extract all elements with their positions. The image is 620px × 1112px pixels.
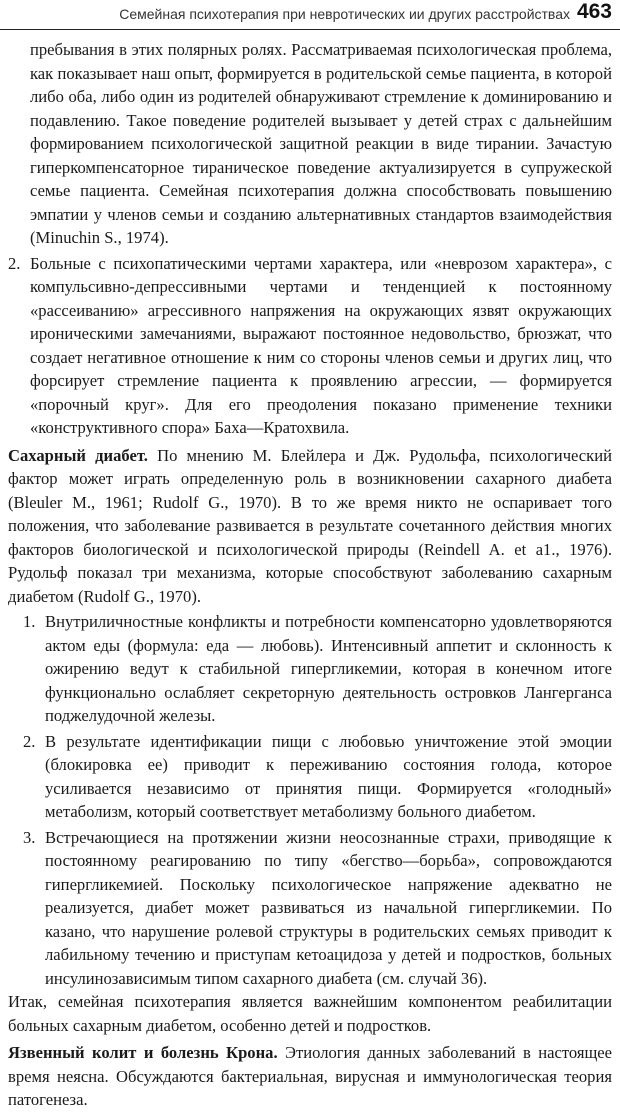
list-number: 3. <box>23 827 36 847</box>
list-item-text: Внутриличностные конфликты и потребности компенсаторно удовлетворяются актом еды (формула: еда — любовь). Интенсивный аппетит и склонность к ожирению ведут к стабильной гипергликемии, которая в конечном итоге функционально ослабляет секреторную деятельность островков Лангерганса поджелудочной железы. <box>45 612 612 725</box>
list-item <box>8 252 612 440</box>
section-text: Этиология данных заболеваний в настоящее время неясна. Обсуждаются бактериальная, вирусная и иммунологическая теория патогенеза. <box>8 1043 612 1109</box>
list-item-text: В результате идентификации пищи с любовью уничтожение этой эмоции (блокировка ее) приводит к переживанию состояния голода, которое усиливается независимо от принятия пищи. Формируется «голодный» метаболизм, который соответствует метаболизму больного диабетом. <box>45 731 612 821</box>
list-item <box>23 730 612 824</box>
paragraph: Итак, семейная психотерапия является важнейшим компонентом реабилитации больных сахарным диабетом, особенно детей и подростков. <box>8 992 612 1035</box>
numbered-list <box>8 610 612 990</box>
list-item-text: Встречающиеся на протяжении жизни неосознанные страхи, приводящие к постоянному реагированию по типу «бегство—борьба», сопровождаются гипергликемией. Поскольку психологическое напряжение адекватно не реализуется, диабет может развиваться из начальной гипергликемии. По казано, что нарушение ролевой структуры в родительских семьях приводит к лабильному течению и приступам кетоацидоза у детей и подростков, больных инсулинозависимым типом сахарного диабета (см. случай 36). <box>45 827 612 988</box>
running-title: Семейная психотерапия при невротических ии других расстройствах <box>119 6 570 22</box>
list-number: 1. <box>23 612 36 631</box>
list-item-continuation <box>8 38 612 250</box>
list-item <box>23 826 612 991</box>
list-number: 2. <box>23 731 36 751</box>
page-number: 463 <box>576 0 612 23</box>
paragraph <box>8 444 612 609</box>
paragraph: пребывания в этих полярных ролях. Рассматриваемая психологическая проблема, как показывает наш опыт, формируется в родительской семье пациента, в которой либо оба, либо один из родителей обнаруживают стремление к доминированию и подавлению. Такое поведение родителей вызывает у детей страх с дальнейшим формированием психологической защитной реакции в виде тирании. Зачастую гиперкомпенсаторное тираническое поведение актуализируется в супружеской семье пациента. Семейная психотерапия должна способствовать повышению эмпатии у членов семьи и созданию альтернативных стандартов взаимодействия (Minuchin S., 1974). <box>30 40 612 247</box>
page-body <box>8 38 612 1112</box>
section-diabetes <box>8 444 612 1038</box>
paragraph <box>8 1041 612 1112</box>
section-heading: Сахарный диабет. <box>8 445 148 465</box>
running-header <box>0 0 620 30</box>
list-item <box>23 610 612 728</box>
list-item-text: Больные с психопатическими чертами характера, или «неврозом характера», с компульсивно-депрессивными чертами и тенденцией к постоянному «рассеиванию» агрессивного напряжения на окружающих язвят окружающих ироническими замечаниями, выражают постоянное недовольство, брюзжат, что создает негативное отношение к ним со стороны членов семьи и других лиц, что форсирует стремление пациента к проявлению агрессии, — формируется «порочный круг». Для его преодоления показано применение техники «конструктивного спора» Баха—Кратохвила. <box>30 253 612 437</box>
list-number: 2. <box>8 253 21 273</box>
section-intro: По мнению М. Блейлера и Дж. Рудольфа, психологический фактор может играть определенную роль в возникновении сахарного диабета (Bleuler M., 1961; Rudolf G., 1970). В то же время никто не оспаривает того положения, что заболевание развивается в результате сочетанного действия многих факторов биологической и психологической природы (Reindell A. et a1., 1976). Рудольф показал три механизма, которые способствуют заболеванию сахарным диабетом (Rudolf G., 1970). <box>8 445 612 606</box>
section-colitis <box>8 1041 612 1112</box>
section-heading: Язвенный колит и болезнь Крона. <box>8 1043 278 1062</box>
